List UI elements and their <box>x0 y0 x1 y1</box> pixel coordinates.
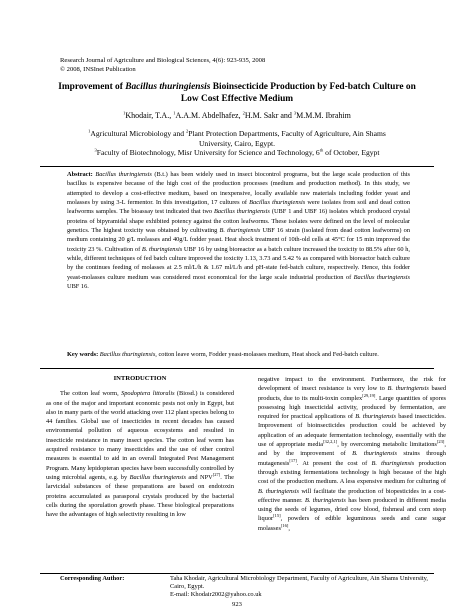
corresponding-label: Corresponding Author: <box>60 575 125 582</box>
paper-title <box>40 82 434 105</box>
divider <box>40 166 434 167</box>
body-text: . At present the cost of <box>296 459 372 467</box>
title-text: Bioinsecticide Production by Fed-batch Culture on <box>210 82 416 92</box>
affil-sup: 3 <box>94 147 97 153</box>
body-italic: B. thuringiensis <box>352 450 397 458</box>
body-italic: Spodoptera littoralis <box>121 390 175 398</box>
body-text: , <box>288 524 291 532</box>
body-text: , powders of edible leguminous seeds and cane sugar molasses <box>258 515 446 532</box>
keywords-text: , cotton leave worm, Fodder yeast-molasses medium, Heat shock and Fed-batch culture. <box>155 351 379 358</box>
citation-sup: [16] <box>280 522 289 528</box>
affiliation: Plant Protection Departments, Faculty of Agriculture, Ain Shams <box>188 129 386 138</box>
abstract-label: Abstract: <box>67 171 93 178</box>
corresponding-email: E-mail: Khodair2002@yahoo.co.uk <box>170 591 262 599</box>
abstract <box>67 170 410 291</box>
author: Khodair, T.A., <box>125 111 174 120</box>
affil-sup: 2 <box>185 128 189 134</box>
intro-paragraph <box>46 389 234 519</box>
left-column <box>46 374 234 519</box>
abstract-italic: Bacillus thuringiensis <box>249 199 306 207</box>
body-italic: B. thuringiensis <box>258 487 299 495</box>
abstract-text: UBF 16 strain (isolated from dead cotton leafworms) on medium containing 20 g/L molasses and 40g/L fodder yeast. Heat shock treatment of 10th-old cells at 45°C for 15 min improved the toxicity 23 %. Cultivation of <box>67 227 410 253</box>
author-sup: 2 <box>242 110 245 116</box>
keywords <box>67 350 410 359</box>
corresponding-address: Taha Khodair, Agricultural Microbiology Department, Faculty of Agriculture, Ain Shams University, Cairo, Egypt. <box>170 575 429 591</box>
right-column <box>258 375 446 533</box>
abstract-text: (B.t.) has been widely used in insect biocontrol programs, but the large scale production of this bacillus is expensive because of the high cost of the production processes (medium and production method). In this study, we attempted to develop a cost-effective medium, based on inexpensive, locally available raw materials including fodder yeast and molasses by using 3-L fermentor. In this investigation, 17 cultures of <box>67 171 410 207</box>
divider <box>40 573 434 574</box>
body-text: . The larvicidal substances of these preparations are based on endotoxin proteins accumulated as parasporal crystals produced by the bacterial cells during the sporulation growth phase. These biological preparations have the advantages of high selectivity resulting in low <box>46 473 234 519</box>
divider <box>40 368 434 369</box>
author-sup: 1 <box>173 110 176 116</box>
title-italic: Bacillus thuringiensis <box>125 82 211 92</box>
citation-sup: [17] <box>289 457 297 463</box>
body-italic: B. thuringiensis <box>355 413 397 421</box>
abstract-text: UBF 16 by using bioreactor as a batch culture increased the toxicity to 88.5% after 60 h, while, different techniques of fed batch culture improved the toxicity 1.13, 3.73 and 5.42 % as compared with bioreactor batch culture by the continues feeding of molasses at 2.5 ml/L/h & 1.67 ml/L/h and pH-state fed-batch culture, respectively. Hence, this fodder yeast-molasses culture medium was considered most economical for the large scale industrial production of <box>67 245 410 281</box>
abstract-italic: Bacillus thuringiensis <box>95 171 152 178</box>
abstract-italic: B. thuringiensis <box>219 227 261 235</box>
body-text: has been produced in different media using the seeds of legumes, dried cow blood, fishmeal and corn steep liquor <box>258 496 446 523</box>
body-text: and NPV <box>185 473 213 481</box>
body-text: . Large quantities of spores possessing high insecticidal activity, produced by fermentation, are required for practical applications of <box>258 394 447 421</box>
body-text: production through existing fermentations technology is high because of the high cost of the production medium. A less expensive medium for culturing of <box>258 459 446 486</box>
affiliation-cont: University, Cairo, Egypt. <box>198 138 276 148</box>
title-text: Improvement of <box>58 82 126 92</box>
journal-header <box>60 56 265 74</box>
section-heading: INTRODUCTION <box>113 375 167 382</box>
title-line2: Low Cost Effective Medium <box>180 93 294 104</box>
body-text: negative impact to the environment. Furthermore, the risk for development of insect resistance is very low to <box>258 376 446 393</box>
abstract-text: UBF 16. <box>67 283 89 291</box>
body-italic: B. thuringiensis <box>371 459 415 467</box>
body-text: , and by the improvement of <box>258 441 446 458</box>
abstract-italic: B. thuringiensis <box>141 245 183 253</box>
author: A.A.M. Abdelhafez, <box>175 111 243 120</box>
author-sup: 1 <box>123 110 126 116</box>
corresponding-details <box>170 575 434 600</box>
journal-copyright: © 2008, INSInet Publication <box>60 66 136 73</box>
body-text: strains through mutagenesis <box>258 450 446 467</box>
affiliation: Agricultural Microbiology and <box>90 129 186 138</box>
body-italic: Bacillus thuringiensis <box>129 473 186 481</box>
body-text: (Biosd.) is considered as one of the major and important economic pests not only in Egypt, but also in many parts of the world attacking over 112 plant species belong to 44 families. Global use of insecticides in recent decades has caused environmental pollution of aqueous ecosystems and resulted in insecticide resistance in many insect species. The cotton leaf worm has acquired resistance to many insecticides and the use of other control measures is essential to aid in an overall Integrated Pest Management Program. Many lepidopteran species have been successfully controlled by using microbial agents, e.g. by <box>46 390 234 481</box>
page-number: 923 <box>232 601 242 608</box>
body-text: will facilitate the production of biopesticides in a cost-effective manner. <box>258 487 446 504</box>
abstract-italic: Bacillus thuringiensis <box>353 273 411 281</box>
author-list <box>40 111 434 120</box>
body-italic: B. thuringiensis <box>304 496 346 504</box>
body-text: based insecticides. Improvement of bioinsecticides production could be achieved by application of an adequate fermentation technology, essentially with the use of appropriate media <box>258 413 447 449</box>
affil-sup: 1 <box>88 128 91 134</box>
keywords-italic: Bacillus thuringiensis <box>99 351 156 358</box>
abstract-text: were isolates from soil and dead cotton leafworms samples. The bioassay test indicated that two <box>67 199 410 216</box>
author-sup: 3 <box>293 110 297 116</box>
abstract-italic: Bacillus thuringiensis <box>214 208 270 216</box>
author: H.M. Sakr and <box>244 111 294 120</box>
keywords-label: Key words: <box>67 351 99 358</box>
affiliation: of October, Egypt <box>323 148 380 158</box>
affil-sup: th <box>319 147 324 153</box>
body-italic: B. thuringiensis <box>387 385 429 393</box>
body-text: The cotton leaf worm, <box>60 390 122 398</box>
citation-sup: [15] <box>273 513 281 519</box>
affiliations <box>40 129 434 158</box>
body-text: , by overcoming metabolic limitations <box>337 441 437 449</box>
body-text: based products, due to its multi-toxin complex <box>258 385 447 402</box>
citation-sup: [23] <box>436 438 445 444</box>
affiliation: Faculty of Biotechnology, Misr University for Science and Technology, 6 <box>96 148 320 158</box>
citation-sup: [27] <box>212 471 221 477</box>
author: M.M.M. Ibrahim <box>296 111 351 120</box>
citation-sup: [29,19] <box>362 392 376 398</box>
citation-sup: [32,2,1] <box>323 438 338 444</box>
journal-citation: Research Journal of Agriculture and Biological Sciences, 4(6): 923-935, 2008 <box>60 57 266 64</box>
abstract-text: (UBF 1 and UBF 16) isolates which produced crystal proteins of bipyramidal shape exhibited potency against the cotton leafworms. These isolates were defined on the level of molecular genetics. The highest toxicity was obtained by cultivating <box>67 208 410 235</box>
right-paragraph <box>258 375 446 533</box>
